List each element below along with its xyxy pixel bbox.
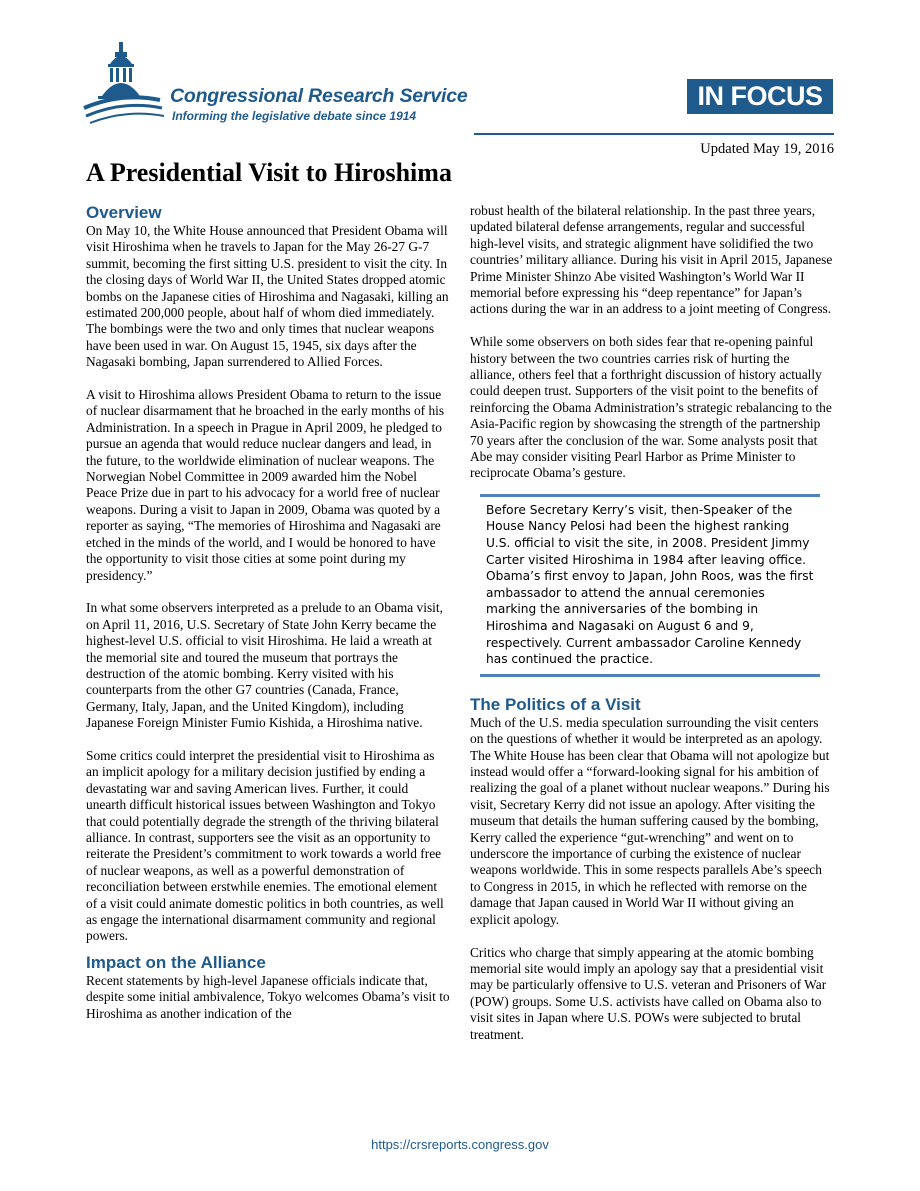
- crs-logo[interactable]: [82, 38, 492, 133]
- section-heading-overview: Overview: [86, 203, 162, 222]
- left-column: [86, 203, 450, 1022]
- updated-date: Updated May 19, 2016: [700, 141, 834, 157]
- org-tagline: Informing the legislative debate since 1914: [172, 109, 417, 123]
- page-title: A Presidential Visit to Hiroshima: [86, 158, 452, 187]
- header-divider: [474, 133, 834, 135]
- section-heading-impact: Impact on the Alliance: [86, 952, 266, 972]
- paragraph: On May 10, the White House announced that President Obama will visit Hiroshima when he travels to Japan for the May 26-27 G-7 summit, becoming the first sitting U.S. president to visit the city. In the closing days of World War II, the United States dropped atomic bombs on the Japanese cities of Hiroshima and Nagasaki, killing an estimated 200,000 people, about half of whom died immediately. The bombings were the two and only times that nuclear weapons have been used in war. On August 15, 1945, six days after the Nagasaki bombing, Japan surrendered to Allied Forces.: [86, 223, 449, 370]
- footer-link[interactable]: https://crsreports.congress.gov: [371, 1137, 549, 1152]
- capitol-dome-icon: [82, 38, 168, 130]
- section-heading-politics: The Politics of a Visit: [470, 694, 641, 714]
- paragraph: Critics who charge that simply appearing at the atomic bombing memorial site would imply an apology say that a presidential visit may be particularly offensive to U.S. veteran and Prisoners of War (POW) groups. Some U.S. activists have called on Obama also to visit sites in Japan where U.S. POWs were subjected to brutal treatment.: [470, 944, 827, 1042]
- org-name: Congressional Research Service: [170, 85, 468, 107]
- right-column: [470, 203, 834, 1043]
- paragraph: In what some observers interpreted as a prelude to an Obama visit, on April 11, 2016, U.S. Secretary of State John Kerry became the highest-level U.S. official to visit Hiroshima. He laid a wreath at the memorial site and toured the museum that portrays the destruction of the atomic bombing. Kerry visited with his counterparts from the other G7 countries (Canada, France, Germany, Italy, Japan, and the United Kingdom), including Japanese Foreign Minister Fumio Kishida, a Hiroshima native.: [86, 600, 443, 731]
- in-focus-badge: IN FOCUS: [687, 79, 833, 114]
- paragraph: While some observers on both sides fear that re-opening painful history between the two countries carries risk of hurting the alliance, others feel that a forthright discussion of history actually could deepen trust. Supporters of the visit point to the benefits of reinforcing the Obama Administration’s strategic rebalancing to the Asia-Pacific region by showcasing the strength of the partnership 70 years after the conclusion of the war. Some analysts posit that Abe may consider visiting Pearl Harbor as Prime Minister to reciprocate Obama’s gesture.: [470, 334, 832, 481]
- paragraph: Some critics could interpret the presidential visit to Hiroshima as an implicit apology for a military decision justified by ending a devastating war and saving American lives. Further, it could unearth difficult historical issues between Washington and Tokyo that could potentially degrade the strength of the thriving bilateral alliance. In contrast, supporters see the visit as an opportunity to reiterate the President’s commitment to work towards a world free of nuclear weapons, as well as a powerful demonstration of reconciliation between erstwhile enemies. The emotional element of a visit could animate domestic politics in both countries, as well as engage the international disarmament community and regional powers.: [86, 747, 444, 944]
- sidebar-box: Before Secretary Kerry’s visit, then-Speaker of the House Nancy Pelosi had been the highest ranking U.S. official to visit the site, in 2008. President Jimmy Carter visited Hiroshima in 1984 after leaving office. Obama’s first envoy to Japan, John Roos, was the first ambassador to attend the annual ceremonies marking the anniversaries of the bombing in Hiroshima and Nagasaki on August 6 and 9, respectively. Current ambassador Caroline Kennedy has continued the practice.: [480, 494, 820, 677]
- paragraph: robust health of the bilateral relationship. In the past three years, updated bilateral defense arrangements, regular and successful high-level visits, and strategic alignment have solidified the two countries’ military alliance. During his visit in April 2015, Japanese Prime Minister Shinzo Abe visited Washington’s World War II memorial before expressing his “deep repentance” for Japan’s actions during the war in an address to a joint meeting of Congress.: [470, 203, 833, 317]
- paragraph: A visit to Hiroshima allows President Obama to return to the issue of nuclear disarmament that he broached in the early months of his Administration. In a speech in Prague in April 2009, he pledged to pursue an agenda that would reduce nuclear dangers and lead, in the future, to the worldwide elimination of nuclear weapons. The Norwegian Nobel Committee in 2009 awarded him the Nobel Peace Prize due in part to his advocacy for a world free of nuclear weapons. During a visit to Japan in 2009, Obama was quoted by a reporter as saying, “The memories of Hiroshima and Nagasaki are etched in the minds of the world, and I would be honored to have the opportunity to visit those cities at some point during my presidency.”: [86, 387, 445, 583]
- paragraph: Much of the U.S. media speculation surrounding the visit centers on the questions of whether it would be interpreted as an apology. The White House has been clear that Obama will not apologize but instead would offer a “forward-looking signal for his ambition of realizing the goal of a planet without nuclear weapons.” During his visit, Secretary Kerry did not issue an apology. After visiting the museum that details the human suffering caused by the bombing, Kerry called the experience “gut-wrenching” and went on to underscore the importance of curbing the existence of nuclear weapons worldwide. This in some respects parallels Abe’s speech to Congress in 2015, in which he reflected with remorse on the damage that Japan caused in World War II without giving an explicit apology.: [470, 714, 830, 927]
- paragraph: Recent statements by high-level Japanese officials indicate that, despite some initial ambivalence, Tokyo welcomes Obama’s visit to Hiroshima as another indication of the: [86, 972, 450, 1021]
